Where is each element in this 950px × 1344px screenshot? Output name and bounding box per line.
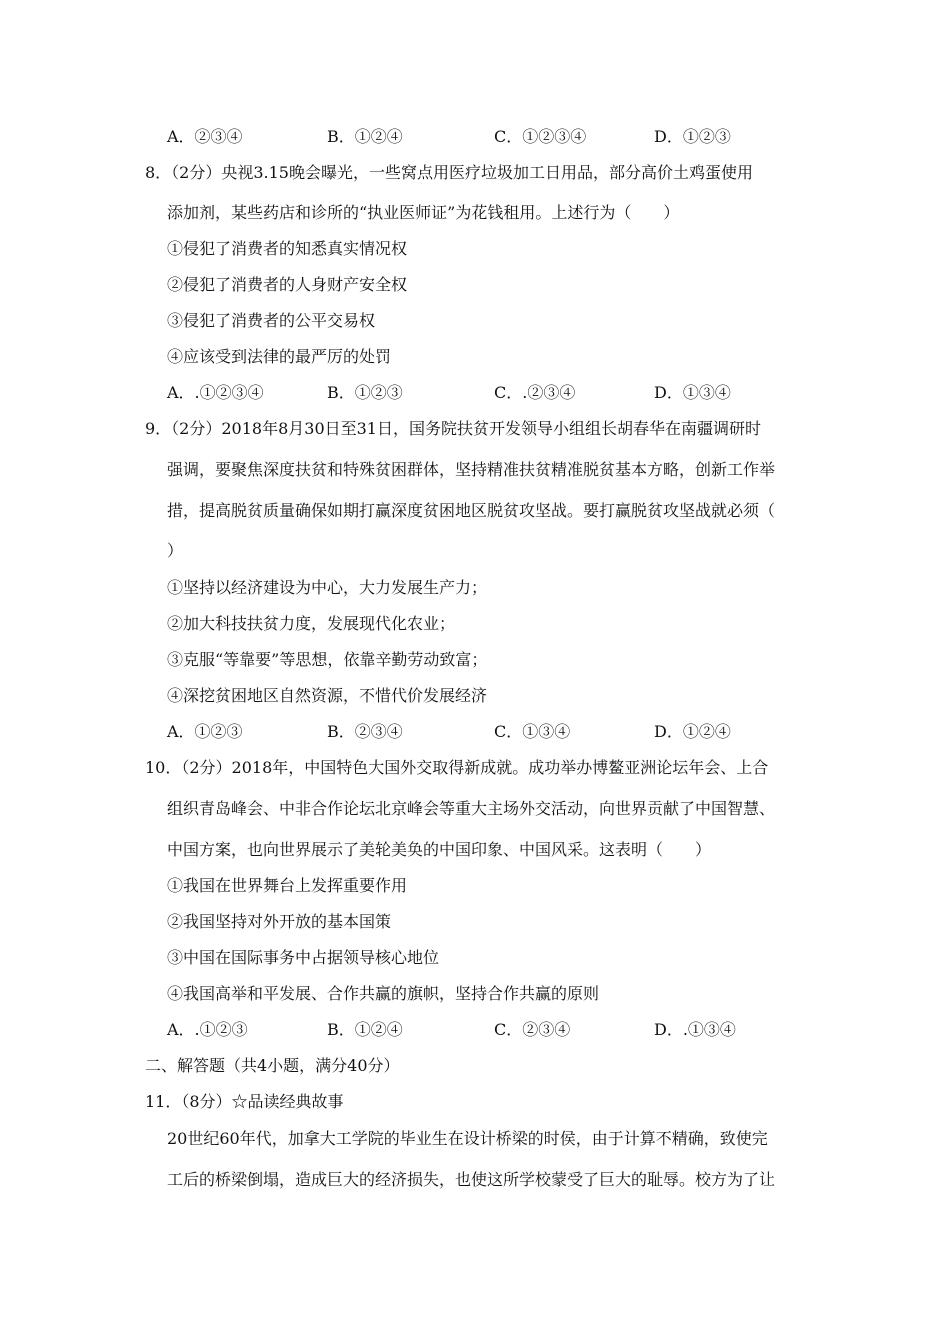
q7-option-d: D．①②③ bbox=[654, 127, 731, 146]
q9-statement: ③克服“等靠要”等思想，依靠辛勤劳动致富； bbox=[167, 650, 488, 669]
q8-option-d: D．①③④ bbox=[654, 383, 731, 402]
q10-stem-line: 中国方案，也向世界展示了美轮美奂的中国印象、中国风采。这表明（ ） bbox=[167, 840, 712, 859]
q11-text-line: 工后的桥梁倒塌，造成巨大的经济损失，也使这所学校蒙受了巨大的耻辱。校方为了让 bbox=[167, 1170, 776, 1189]
section-heading: 二、解答题（共4小题，满分40分） bbox=[145, 1056, 400, 1075]
q10-stem-line: 组织青岛峰会、中非合作论坛北京峰会等重大主场外交活动，向世界贡献了中国智慧、 bbox=[167, 799, 776, 818]
q8-statement: ①侵犯了消费者的知悉真实情况权 bbox=[167, 239, 408, 258]
q8-option-a: A．.①②③④ bbox=[167, 383, 264, 402]
q9-statement: ①坚持以经济建设为中心，大力发展生产力； bbox=[167, 578, 488, 597]
q9-statement: ④深挖贫困地区自然资源，不惜代价发展经济 bbox=[167, 686, 488, 705]
q10-statement: ③中国在国际事务中占据领导核心地位 bbox=[167, 948, 440, 967]
q10-option-d: D．.①③④ bbox=[654, 1020, 736, 1039]
q9-stem-line: 措，提高脱贫质量确保如期打赢深度贫困地区脱贫攻坚战。要打赢脱贫攻坚战就必须（ bbox=[167, 501, 776, 520]
q10-option-b: B．①②④ bbox=[327, 1020, 403, 1039]
q8-option-b: B．①②③ bbox=[327, 383, 403, 402]
q8-statement: ②侵犯了消费者的人身财产安全权 bbox=[167, 275, 408, 294]
q8-stem-line: 8．（2分）央视3.15晚会曝光，一些窝点用医疗垃圾加工日用品，部分高价土鸡蛋使用 bbox=[145, 163, 753, 182]
q9-option-a: A．①②③ bbox=[167, 722, 243, 741]
q9-option-d: D．①②④ bbox=[654, 722, 731, 741]
q8-statement: ④应该受到法律的最严厉的处罚 bbox=[167, 347, 392, 366]
q7-option-a: A．②③④ bbox=[167, 127, 243, 146]
q8-statement: ③侵犯了消费者的公平交易权 bbox=[167, 311, 376, 330]
q9-statement: ②加大科技扶贫力度，发展现代化农业； bbox=[167, 614, 456, 633]
q9-stem-line: 强调，要聚焦深度扶贫和特殊贫困群体，坚持精准扶贫精准脱贫基本方略，创新工作举 bbox=[167, 460, 776, 479]
q10-statement: ①我国在世界舞台上发挥重要作用 bbox=[167, 876, 408, 895]
q10-option-c: C．②③④ bbox=[494, 1020, 571, 1039]
q9-stem-line: 9．（2分）2018年8月30日至31日，国务院扶贫开发领导小组组长胡春华在南疆调研时 bbox=[145, 419, 761, 438]
q10-option-a: A．.①②③ bbox=[167, 1020, 248, 1039]
q11-title: 11．（8分）☆品读经典故事 bbox=[145, 1092, 344, 1111]
q8-stem-line: 添加剂，某些药店和诊所的“执业医师证”为花钱租用。上述行为（ ） bbox=[167, 203, 680, 222]
q11-text-line: 20世纪60年代，加拿大工学院的毕业生在设计桥梁的时侯，由于计算不精确，致使完 bbox=[167, 1129, 768, 1148]
q7-option-b: B．①②④ bbox=[327, 127, 403, 146]
q10-statement: ④我国高举和平发展、合作共赢的旗帜，坚持合作共赢的原则 bbox=[167, 984, 600, 1003]
q7-option-c: C．①②③④ bbox=[494, 127, 587, 146]
q9-stem-line: ） bbox=[167, 541, 184, 560]
q10-stem-line: 10．（2分）2018年，中国特色大国外交取得新成就。成功举办博鳌亚洲论坛年会、上合 bbox=[145, 758, 769, 777]
q10-statement: ②我国坚持对外开放的基本国策 bbox=[167, 912, 392, 931]
q9-option-c: C．①③④ bbox=[494, 722, 571, 741]
q8-option-c: C．.②③④ bbox=[494, 383, 576, 402]
q9-option-b: B．②③④ bbox=[327, 722, 403, 741]
